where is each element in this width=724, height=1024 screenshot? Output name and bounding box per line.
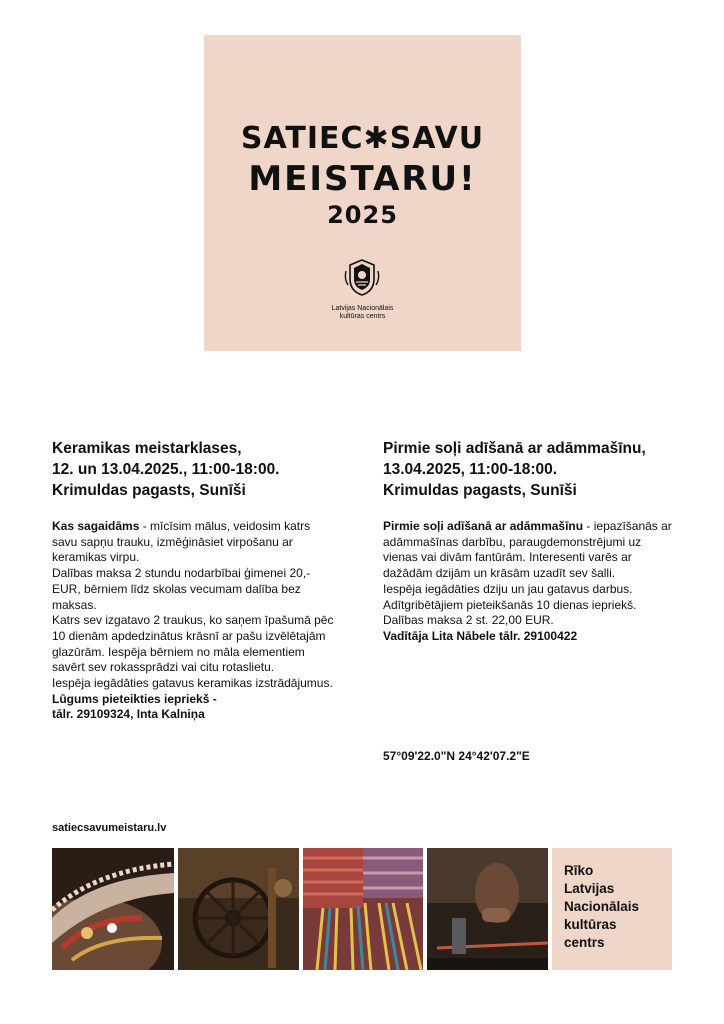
organizer-box <box>552 848 672 970</box>
left-heading-line: 12. un 13.04.2025., 11:00-18:00. <box>52 461 280 478</box>
left-price: Dalības maksa 2 stundu nodarbībai ģimenei 20,- EUR, bērniem līdz skolas vecumam dalība bez maksas. <box>52 566 311 612</box>
organizer-text: Rīko Latvijas Nacionālais kultūras centrs <box>564 863 640 950</box>
hero-org-name: Latvijas Nacionālais kultūras centrs <box>331 305 394 320</box>
hero-year: 2025 <box>327 201 398 229</box>
right-intro: Pirmie soļi adīšanā ar adāmmašīnu - iepazīšanās ar adāmmašīnas darbību, paraugdemonstrējumi uz vienas vai divām fantūrām. Interesenti varēs ar dažādām dzijām un krāsām uzadīt sev šalli. <box>383 519 672 581</box>
left-event-body <box>52 519 334 723</box>
right-purchase: Iespēja iegādāties dziju un jau gatavus darbus. <box>383 581 633 596</box>
hero-title-line2: MEISTARU! <box>248 159 477 199</box>
right-event-body <box>383 519 675 645</box>
right-heading-line: Pirmie soļi adīšanā ar adāmmašīnu, <box>383 440 646 457</box>
photo-blacksmith <box>427 848 548 970</box>
right-heading-line: 13.04.2025, 11:00-18:00. <box>383 461 558 478</box>
left-signup: Lūgums pieteikties iepriekš - <box>52 691 217 706</box>
right-signup: Adītgribētājiem pieteikšanās 10 dienas iepriekš. <box>383 597 637 612</box>
hero-banner <box>204 35 521 351</box>
website-link[interactable]: satiecsavumeistaru.lv <box>52 822 167 834</box>
left-heading-line: Keramikas meistarklases, <box>52 440 242 457</box>
left-purchase: Iespēja iegādāties gatavus keramikas izstrādājumus. <box>52 676 333 691</box>
hero-title-line1: SATIEC✱SAVU <box>240 121 485 156</box>
left-details: Katrs sev izgatavo 2 traukus, ko saņem īpašumā pēc 10 dienām apdedzinātus krāsnī ar pašu izvēlētajām glazūrām. Iespēja bērniem no māla elementiem savērt sev rokassprādzi vai citu rotaslietu. <box>52 613 334 675</box>
left-event-heading <box>52 438 352 501</box>
left-contact: tālr. 29109324, Inta Kalniņa <box>52 707 205 722</box>
right-event-heading <box>383 438 683 501</box>
photo-beadwork <box>52 848 174 970</box>
right-contact: Vadītāja Lita Nābele tālr. 29100422 <box>383 628 578 643</box>
location-coordinates: 57°09'22.0"N 24°42'07.2"E <box>383 749 530 763</box>
right-price: Dalības maksa 2 st. 22,00 EUR. <box>383 613 554 628</box>
right-heading-line: Krimuldas pagasts, Sunīši <box>383 482 577 499</box>
photo-spinning-wheel <box>178 848 299 970</box>
left-intro: Kas sagaidāms - mīcīsim mālus, veidosim katrs savu sapņu trauku, izmēģināsiet virpošanu ar keramikas virpu. <box>52 519 311 565</box>
photo-woven-textiles <box>303 848 423 970</box>
lnkc-emblem-icon <box>342 257 382 297</box>
left-heading-line: Krimuldas pagasts, Sunīši <box>52 482 246 499</box>
